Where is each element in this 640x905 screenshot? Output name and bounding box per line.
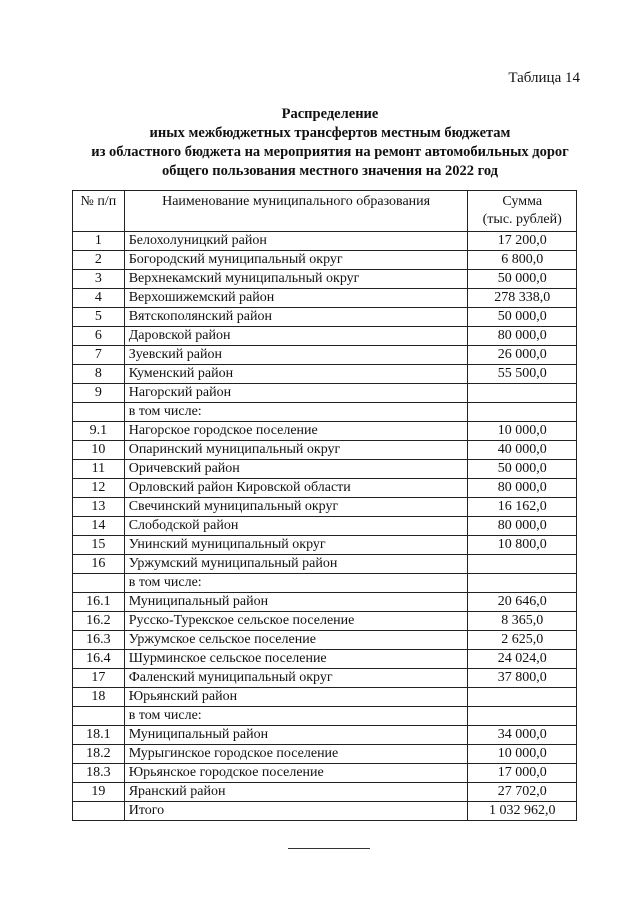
row-name-cell: Русско-Турекское сельское поселение	[124, 612, 468, 631]
row-sum-cell: 80 000,0	[468, 327, 577, 346]
table-row	[73, 536, 577, 555]
row-name-cell: Зуевский район	[124, 346, 468, 365]
row-number-cell: 12	[73, 479, 125, 498]
row-sum-cell	[468, 688, 577, 707]
header-sum-title: Сумма	[502, 194, 543, 209]
row-number-cell: 10	[73, 441, 125, 460]
row-sum-cell: 80 000,0	[468, 517, 577, 536]
row-sum-cell: 17 000,0	[468, 764, 577, 783]
row-number-cell: 16.2	[73, 612, 125, 631]
table-row	[73, 479, 577, 498]
row-number-cell: 9	[73, 384, 125, 403]
row-number-cell	[73, 802, 125, 821]
row-name-cell: в том числе:	[124, 574, 468, 593]
table-row	[73, 745, 577, 764]
header-number: № п/п	[73, 191, 125, 232]
row-number-cell: 13	[73, 498, 125, 517]
row-sum-cell: 8 365,0	[468, 612, 577, 631]
table-row	[73, 384, 577, 403]
table-number-label: Таблица 14	[508, 70, 580, 86]
row-name-cell: Даровской район	[124, 327, 468, 346]
table-row	[73, 308, 577, 327]
document-heading	[60, 105, 600, 181]
row-sum-cell	[468, 574, 577, 593]
table-row	[73, 251, 577, 270]
row-number-cell: 19	[73, 783, 125, 802]
table-row	[73, 270, 577, 289]
row-number-cell: 8	[73, 365, 125, 384]
row-name-cell: Опаринский муниципальный округ	[124, 441, 468, 460]
row-number-cell	[73, 707, 125, 726]
row-name-cell: Мурыгинское городское поселение	[124, 745, 468, 764]
row-name-cell: Орловский район Кировской области	[124, 479, 468, 498]
row-sum-cell: 50 000,0	[468, 308, 577, 327]
row-number-cell: 16.1	[73, 593, 125, 612]
table-row	[73, 403, 577, 422]
row-sum-cell: 37 800,0	[468, 669, 577, 688]
row-name-cell: Свечинский муниципальный округ	[124, 498, 468, 517]
table-row	[73, 422, 577, 441]
row-number-cell: 18.3	[73, 764, 125, 783]
row-name-cell: в том числе:	[124, 403, 468, 422]
row-number-cell: 1	[73, 232, 125, 251]
row-number-cell: 11	[73, 460, 125, 479]
table-body	[73, 232, 577, 821]
row-name-cell: Уржумское сельское поселение	[124, 631, 468, 650]
table-row	[73, 783, 577, 802]
table-row	[73, 498, 577, 517]
row-number-cell: 18.2	[73, 745, 125, 764]
row-number-cell: 5	[73, 308, 125, 327]
row-sum-cell: 2 625,0	[468, 631, 577, 650]
row-name-cell: Верхошижемский район	[124, 289, 468, 308]
row-name-cell: Юрьянский район	[124, 688, 468, 707]
row-name-cell: Фаленский муниципальный округ	[124, 669, 468, 688]
row-sum-cell: 55 500,0	[468, 365, 577, 384]
table-row	[73, 650, 577, 669]
heading-line: общего пользования местного значения на 2022 год	[161, 163, 499, 179]
row-number-cell: 14	[73, 517, 125, 536]
table-row	[73, 688, 577, 707]
table-row	[73, 802, 577, 821]
table-row	[73, 365, 577, 384]
row-sum-cell: 27 702,0	[468, 783, 577, 802]
row-number-cell: 15	[73, 536, 125, 555]
row-sum-cell: 20 646,0	[468, 593, 577, 612]
row-sum-cell	[468, 555, 577, 574]
row-sum-cell: 10 800,0	[468, 536, 577, 555]
row-sum-cell: 1 032 962,0	[468, 802, 577, 821]
row-number-cell: 3	[73, 270, 125, 289]
row-sum-cell: 34 000,0	[468, 726, 577, 745]
row-number-cell: 7	[73, 346, 125, 365]
row-name-cell: Слободской район	[124, 517, 468, 536]
row-sum-cell: 278 338,0	[468, 289, 577, 308]
row-number-cell: 16	[73, 555, 125, 574]
row-name-cell: Нагорское городское поселение	[124, 422, 468, 441]
row-number-cell: 2	[73, 251, 125, 270]
row-sum-cell: 26 000,0	[468, 346, 577, 365]
row-name-cell: Итого	[124, 802, 468, 821]
row-sum-cell: 50 000,0	[468, 270, 577, 289]
table-row	[73, 555, 577, 574]
row-sum-cell: 24 024,0	[468, 650, 577, 669]
heading-line: из областного бюджета на мероприятия на ремонт автомобильных дорог	[91, 144, 569, 160]
row-sum-cell	[468, 384, 577, 403]
table-row	[73, 517, 577, 536]
table-header-row	[73, 191, 577, 232]
row-sum-cell: 40 000,0	[468, 441, 577, 460]
row-number-cell: 17	[73, 669, 125, 688]
row-name-cell: Яранский район	[124, 783, 468, 802]
row-name-cell: Вятскополянский район	[124, 308, 468, 327]
row-number-cell: 18.1	[73, 726, 125, 745]
table-row	[73, 460, 577, 479]
row-name-cell: Нагорский район	[124, 384, 468, 403]
row-name-cell: Муниципальный район	[124, 726, 468, 745]
row-sum-cell: 17 200,0	[468, 232, 577, 251]
table-row	[73, 669, 577, 688]
row-name-cell: Куменский район	[124, 365, 468, 384]
header-sum-unit: (тыс. рублей)	[482, 212, 562, 227]
row-name-cell: в том числе:	[124, 707, 468, 726]
table-row	[73, 726, 577, 745]
table-row	[73, 289, 577, 308]
table-row	[73, 631, 577, 650]
heading-line: Распределение	[281, 106, 379, 122]
table-row	[73, 707, 577, 726]
row-number-cell: 16.4	[73, 650, 125, 669]
row-sum-cell: 10 000,0	[468, 745, 577, 764]
table-row	[73, 574, 577, 593]
header-sum	[468, 191, 577, 232]
row-name-cell: Богородский муниципальный округ	[124, 251, 468, 270]
row-name-cell: Белохолуницкий район	[124, 232, 468, 251]
row-sum-cell: 6 800,0	[468, 251, 577, 270]
row-number-cell: 18	[73, 688, 125, 707]
row-name-cell: Уржумский муниципальный район	[124, 555, 468, 574]
table-row	[73, 612, 577, 631]
row-sum-cell: 16 162,0	[468, 498, 577, 517]
row-number-cell	[73, 403, 125, 422]
table-row	[73, 764, 577, 783]
table-row	[73, 593, 577, 612]
row-number-cell: 16.3	[73, 631, 125, 650]
row-sum-cell: 50 000,0	[468, 460, 577, 479]
table-row	[73, 232, 577, 251]
heading-line: иных межбюджетных трансфертов местным бюджетам	[149, 125, 511, 141]
table-row	[73, 327, 577, 346]
row-sum-cell	[468, 707, 577, 726]
row-number-cell	[73, 574, 125, 593]
table-row	[73, 346, 577, 365]
row-name-cell: Унинский муниципальный округ	[124, 536, 468, 555]
closing-rule-line	[288, 848, 370, 849]
row-name-cell: Юрьянское городское поселение	[124, 764, 468, 783]
row-name-cell: Шурминское сельское поселение	[124, 650, 468, 669]
row-sum-cell: 10 000,0	[468, 422, 577, 441]
row-sum-cell: 80 000,0	[468, 479, 577, 498]
row-number-cell: 6	[73, 327, 125, 346]
distribution-table	[72, 190, 577, 821]
row-name-cell: Муниципальный район	[124, 593, 468, 612]
table-row	[73, 441, 577, 460]
row-number-cell: 4	[73, 289, 125, 308]
row-sum-cell	[468, 403, 577, 422]
row-number-cell: 9.1	[73, 422, 125, 441]
row-name-cell: Верхнекамский муниципальный округ	[124, 270, 468, 289]
header-municipality: Наименование муниципального образования	[124, 191, 468, 232]
row-name-cell: Оричевский район	[124, 460, 468, 479]
